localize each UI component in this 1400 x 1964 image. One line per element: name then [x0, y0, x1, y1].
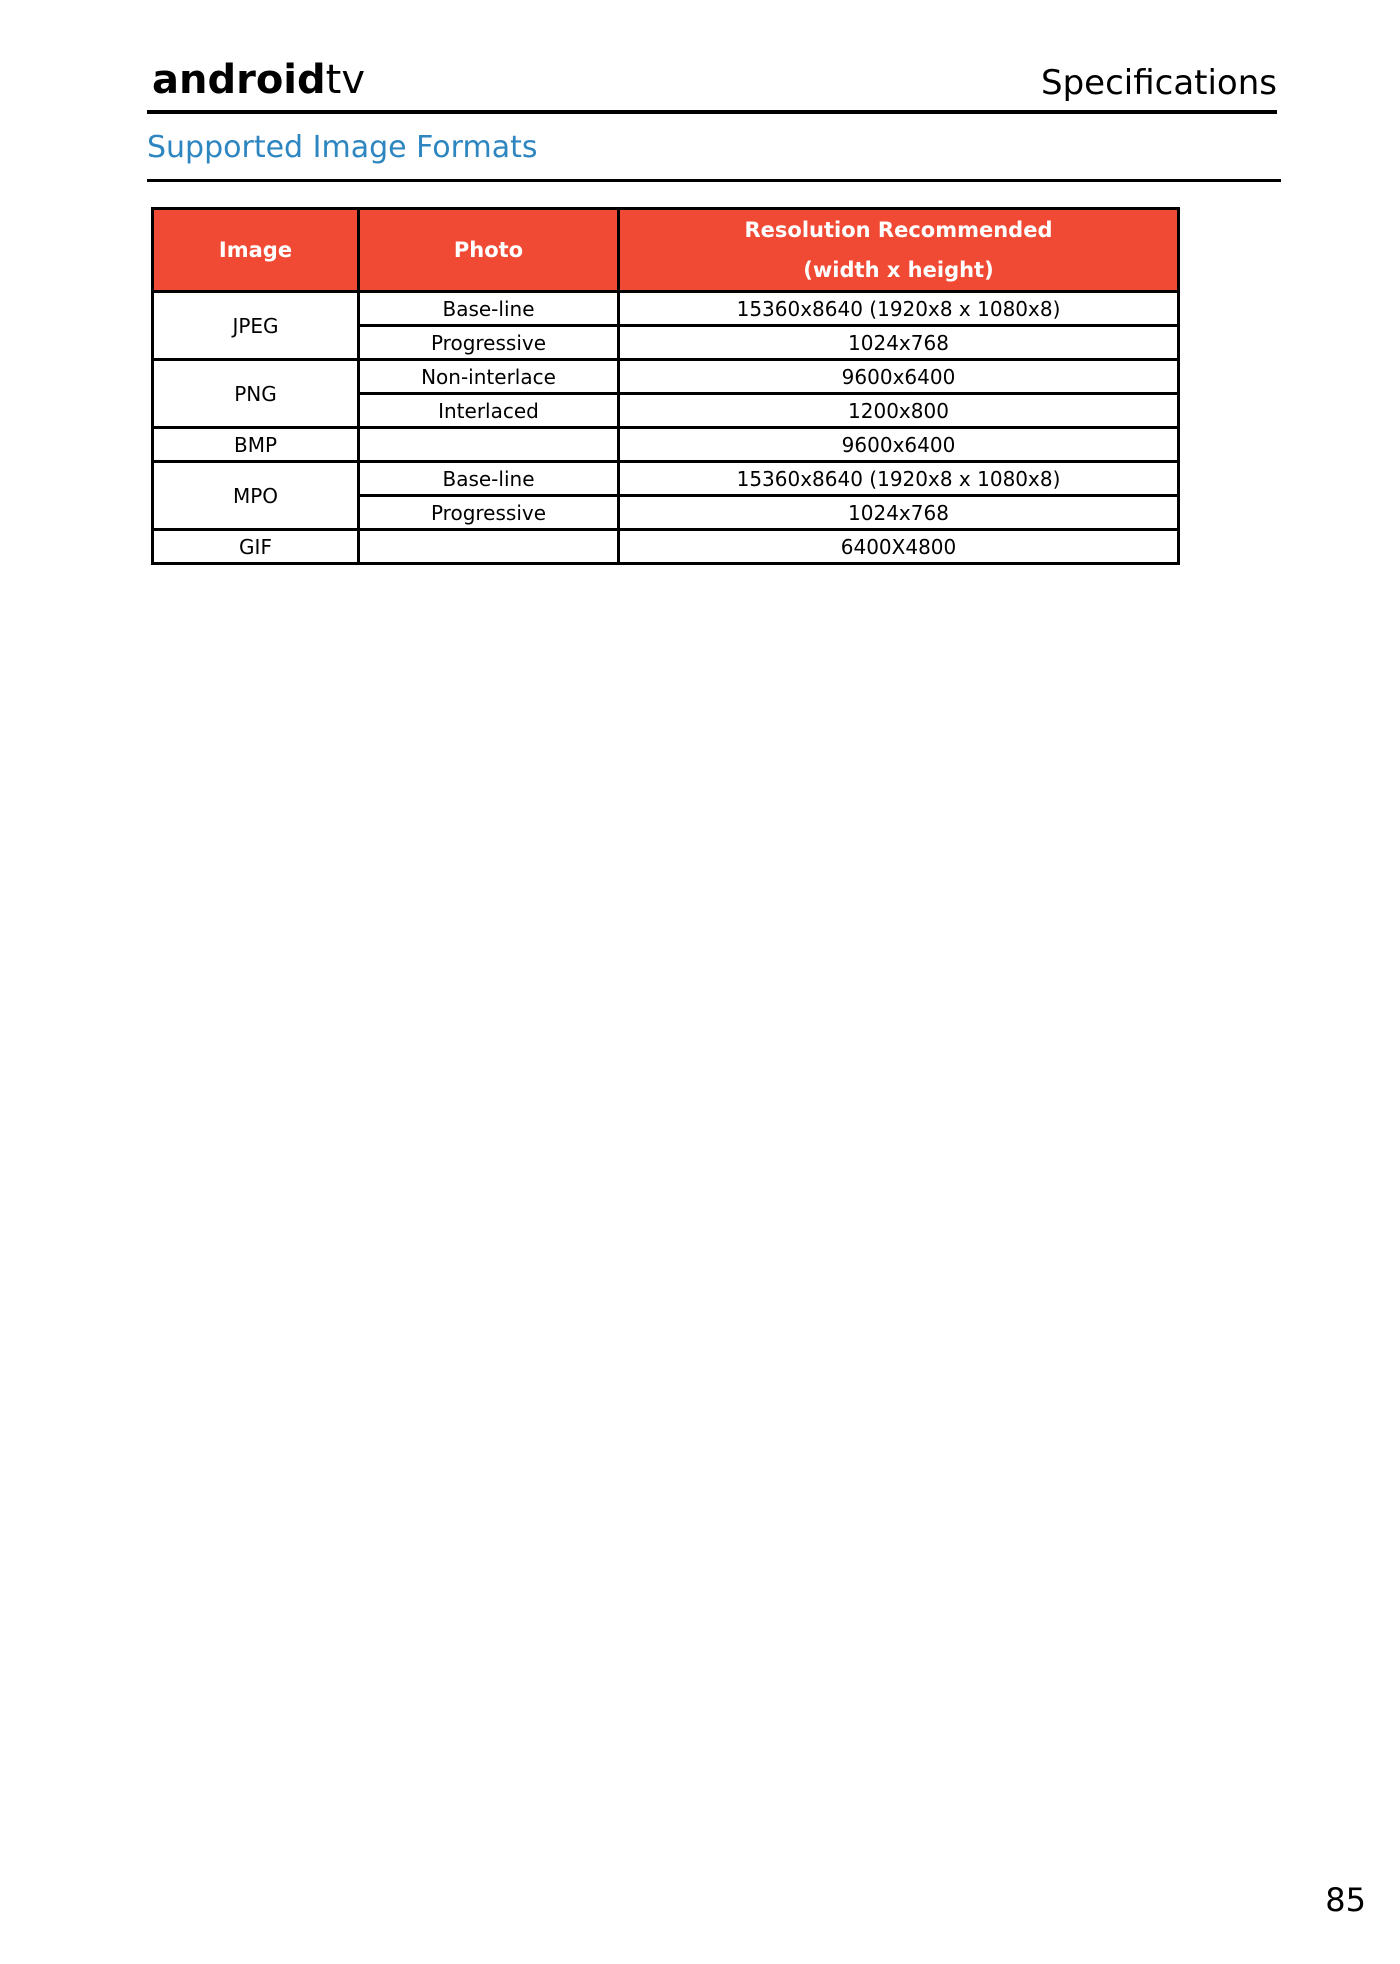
resolution-cell: 1024x768: [619, 496, 1179, 530]
section-title: Supported Image Formats: [147, 130, 538, 165]
header-image: Image: [153, 209, 359, 292]
photo-cell: [359, 530, 619, 564]
header-section-label: Specifications: [1040, 63, 1277, 103]
photo-cell: Base-line: [359, 462, 619, 496]
table-row: [153, 462, 1179, 496]
resolution-cell: 9600x6400: [619, 428, 1179, 462]
photo-cell: Non-interlace: [359, 360, 619, 394]
section-divider: [147, 179, 1281, 182]
image-format-cell: PNG: [153, 360, 359, 428]
page-number: 85: [1325, 1881, 1366, 1919]
androidtv-logo: [152, 57, 366, 103]
brand-tv-text: tv: [325, 57, 366, 103]
table-row: [153, 292, 1179, 326]
brand-android-text: android: [152, 57, 326, 103]
photo-cell: Interlaced: [359, 394, 619, 428]
resolution-cell: 15360x8640 (1920x8 x 1080x8): [619, 292, 1179, 326]
photo-cell: Progressive: [359, 326, 619, 360]
resolution-cell: 9600x6400: [619, 360, 1179, 394]
image-formats-table: [151, 207, 1180, 565]
resolution-cell: 6400X4800: [619, 530, 1179, 564]
resolution-cell: 1200x800: [619, 394, 1179, 428]
resolution-cell: 1024x768: [619, 326, 1179, 360]
header-resolution-line2: (width x height): [803, 258, 994, 282]
image-format-cell: BMP: [153, 428, 359, 462]
page-header: [147, 52, 1277, 114]
image-format-cell: GIF: [153, 530, 359, 564]
image-format-cell: MPO: [153, 462, 359, 530]
header-resolution-line1: Resolution Recommended: [744, 218, 1053, 242]
photo-cell: Base-line: [359, 292, 619, 326]
table-row: [153, 360, 1179, 394]
table-header-row: [153, 209, 1179, 292]
table-row: [153, 530, 1179, 564]
table-row: [153, 428, 1179, 462]
image-format-cell: JPEG: [153, 292, 359, 360]
photo-cell: Progressive: [359, 496, 619, 530]
header-photo: Photo: [359, 209, 619, 292]
resolution-cell: 15360x8640 (1920x8 x 1080x8): [619, 462, 1179, 496]
photo-cell: [359, 428, 619, 462]
header-resolution: [619, 209, 1179, 292]
